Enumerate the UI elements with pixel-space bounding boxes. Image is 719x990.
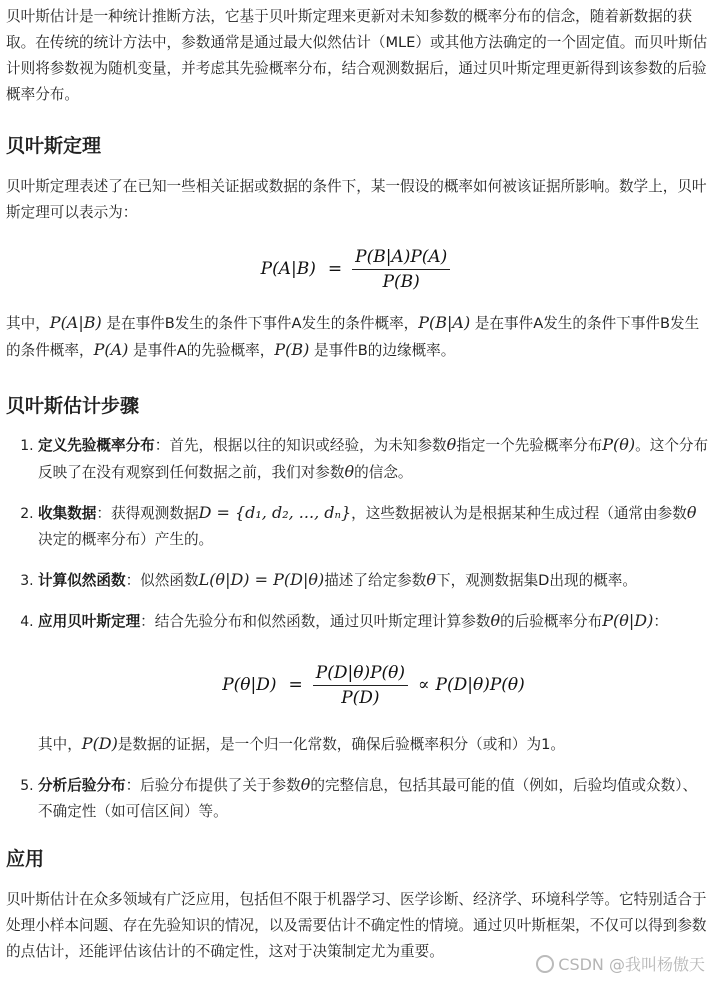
math-p-d: P(D) (81, 734, 118, 753)
explain-text: 是在事件A发生的条件下事件B发生的条件概率， (6, 315, 700, 359)
step-text: 的后验概率分布 (500, 613, 603, 630)
formula-proportional: ∝ (418, 675, 430, 695)
formula-fraction (352, 245, 450, 294)
math-theta: θ (446, 435, 457, 454)
step-title: 应用贝叶斯定理 (38, 613, 141, 630)
step-text: 描述了给定参数 (324, 572, 427, 589)
step-note (38, 731, 709, 758)
step-title: 计算似然函数 (38, 572, 126, 589)
heading-application: 应用 (6, 848, 45, 870)
math-theta: θ (426, 570, 437, 589)
explain-text: 是事件B的边缘概率。 (309, 342, 456, 359)
math-posterior: P(θ|D) (602, 611, 654, 630)
formula-equals: = (327, 259, 343, 279)
formula-denominator: P(D) (341, 687, 380, 708)
bayes-formula (6, 238, 709, 300)
csdn-watermark (536, 952, 705, 978)
formula-numerator: P(D|θ)P(θ) (313, 661, 408, 686)
math-theta: θ (344, 462, 355, 481)
intro-paragraph: 贝叶斯估计是一种统计推断方法，它基于贝叶斯定理来更新对未知参数的概率分布的信念，随着新数据的获取。在传统的统计方法中，参数通常是通过最大似然估计（MLE）或其他方法确定的一个固定值。而贝叶斯估计则将参数视为随机变量，并考虑其先验概率分布，结合观测数据后，通过贝叶斯定理更新得到该参数的后验概率分布。 (6, 8, 708, 103)
step-text: ：结合先验分布和似然函数，通过贝叶斯定理计算参数 (140, 613, 491, 630)
formula-rhs: P(D|θ)P(θ) (435, 675, 525, 695)
step-text: ：获得观测数据 (96, 505, 199, 522)
heading-bayes-theorem: 贝叶斯定理 (6, 135, 102, 157)
step-text: 的信念。 (354, 464, 413, 481)
explain-text: 是在事件B发生的条件下事件A发生的条件概率， (101, 315, 419, 332)
step-text: ：似然函数 (125, 572, 199, 589)
bayes-theorem-paragraph: 贝叶斯定理表述了在已知一些相关证据或数据的条件下，某一假设的概率如何被该证据所影响。数学上，贝叶斯定理可以表示为： (6, 178, 707, 221)
math-theta: θ (490, 611, 501, 630)
posterior-formula (38, 659, 709, 711)
explain-text: 是事件A的先验概率， (128, 342, 275, 359)
explain-text: 其中， (6, 315, 50, 332)
step-text: 是数据的证据，是一个归一化常数，确保后验概率积分（或和）为1。 (117, 736, 565, 753)
csdn-logo-icon (536, 955, 554, 973)
watermark-text: CSDN @我叫杨傲天 (558, 955, 705, 974)
step-text: ：首先，根据以往的知识或经验，为未知参数 (154, 437, 447, 454)
step-title: 定义先验概率分布 (38, 437, 155, 454)
application-paragraph: 贝叶斯估计在众多领域有广泛应用，包括但不限于机器学习、医学诊断、经济学、环境科学等。它特别适合于处理小样本问题、存在先验知识的情况，以及需要估计不确定性的情境。通过贝叶斯框架，不仅可以得到参数的点估计，还能评估该估计的不确定性，这对于决策制定尤为重要。 (6, 891, 707, 960)
list-item (38, 500, 709, 553)
step-title: 收集数据 (38, 505, 97, 522)
formula-lhs: P(θ|D) (222, 675, 277, 695)
step-text: 。这个分布反映了在没有观察到任何数据之前，我们对参数 (38, 437, 709, 481)
list-item (38, 608, 709, 758)
step-text: 决定的概率分布）产生的。 (38, 531, 214, 548)
math-theta: θ (686, 503, 697, 522)
step-title: 分析后验分布 (38, 777, 126, 794)
math-p-theta: P(θ) (602, 435, 636, 454)
step-text: 其中， (38, 736, 82, 753)
list-item (38, 772, 709, 825)
math-p-b: P(B) (274, 340, 310, 359)
math-data-set: D = {d₁, d₂, ..., dₙ} (198, 503, 352, 522)
formula-equals: = (288, 675, 303, 695)
steps-list (6, 432, 709, 825)
formula-fraction (313, 661, 408, 710)
step-text: ：后验分布提供了关于参数 (125, 777, 301, 794)
math-likelihood: L(θ|D) = P(D|θ) (198, 570, 325, 589)
list-item (38, 432, 709, 486)
formula-denominator: P(B) (382, 271, 420, 292)
formula-lhs: P(A|B) (260, 259, 316, 279)
step-text: 下，观测数据集D出现的概率。 (436, 572, 637, 589)
math-p-a-given-b: P(A|B) (49, 313, 102, 332)
math-p-b-given-a: P(B|A) (418, 313, 471, 332)
step-text: ，这些数据被认为是根据某种生成过程（通常由参数 (351, 505, 687, 522)
formula-numerator: P(B|A)P(A) (352, 245, 450, 270)
list-item (38, 567, 709, 594)
step-text: 指定一个先验概率分布 (456, 437, 603, 454)
step-text: 的完整信息，包括其最可能的值（例如，后验均值或众数）、不确定性（如可信区间）等。 (38, 777, 698, 820)
step-text: ： (653, 613, 668, 630)
bayes-explanation (6, 310, 709, 364)
math-p-a: P(A) (93, 340, 129, 359)
heading-bayes-steps: 贝叶斯估计步骤 (6, 395, 140, 417)
math-theta: θ (300, 775, 311, 794)
